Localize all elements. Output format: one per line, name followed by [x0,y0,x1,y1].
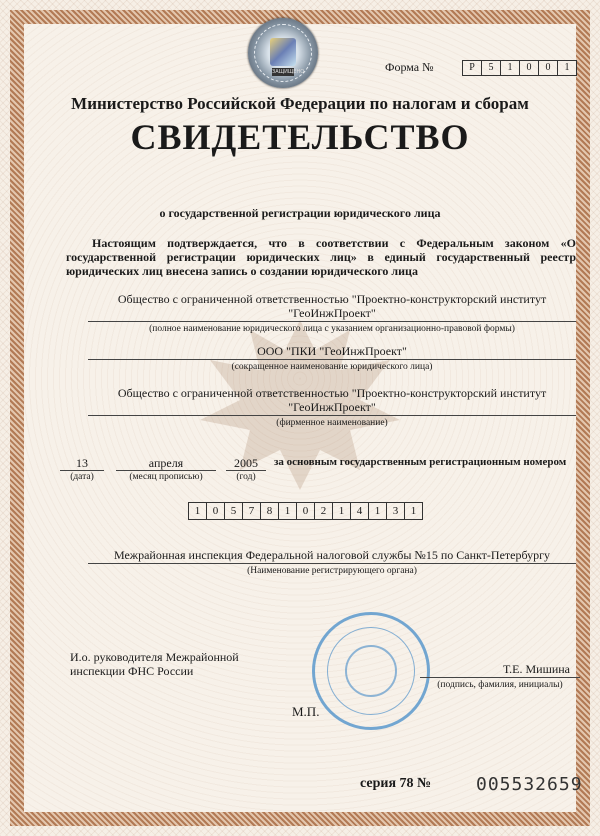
ogrn-digit: 3 [387,503,405,519]
ogrn-digit: 0 [297,503,315,519]
full-name-value [88,292,576,322]
ministry-heading: Министерство Российской Федерации по налогам и сборам [71,94,529,113]
signatory-position-line1: И.о. руководителя Межрайонной [70,650,239,664]
ogrn-digit: 0 [207,503,225,519]
signatory-field [420,662,580,690]
hologram-seal [248,18,318,88]
form-number-label: Форма № [385,60,434,74]
ogrn-digit: 7 [243,503,261,519]
official-stamp [312,612,430,730]
serial-number: 005532659 [476,774,583,795]
document-title: СВИДЕТЕЛЬСТВО [130,117,470,157]
short-name-field [88,344,576,372]
confirmation-paragraph [66,236,576,278]
date-year-caption: (год) [236,472,256,482]
signatory-position [70,650,239,678]
form-code-char: 1 [564,62,570,73]
ogrn-digit: 1 [410,505,417,517]
ogrn-digit: 4 [351,503,369,519]
ogrn-digit: 1 [189,503,207,519]
stamp-place-label: М.П. [292,704,320,719]
date-day-caption: (дата) [70,472,94,482]
ogrn-digit: 2 [315,503,333,519]
authority-caption: (Наименование регистрирующего органа) [247,566,417,576]
ogrn-digit: 1 [369,503,387,519]
firm-name-field [88,386,576,428]
hologram-core [270,38,296,66]
signatory-caption: (подпись, фамилия, инициалы) [437,680,563,690]
firm-name-caption: (фирменное наименование) [276,418,388,428]
date-day-value: 13 [60,456,104,471]
signatory-name: Т.Е. Мишина [420,662,580,678]
date-year-value: 2005 [226,456,266,471]
authority-field [88,548,576,576]
date-day-field [60,456,104,482]
document-subtitle: о государственной регистрации юридического лица [159,206,441,220]
firm-name-value [88,386,576,416]
date-year-field [226,456,266,482]
form-code-char: 1 [501,61,520,75]
signatory-position-line2: инспекции ФНС России [70,664,194,678]
full-name-field [88,292,576,334]
confirmation-text: Настоящим подтверждается, что в соответствии с Федеральным законом «О государственной регистрации юридических лиц» в единый государственный реестр юридических лиц внесена запись о создании юридического лица [66,236,576,278]
firm-name-line2: "ГеоИнжПроект" [288,400,376,414]
ogrn-digit: 1 [333,503,351,519]
form-number-boxes [462,60,577,76]
form-code-char: 5 [482,61,501,75]
registration-number-label: за основным государственным регистрационным номером [274,456,567,468]
full-name-caption: (полное наименование юридического лица с указанием организационно-правовой формы) [149,324,515,334]
form-code-char: Р [463,61,482,75]
form-code-char: 0 [520,61,539,75]
stamp-ring-inner [345,645,397,697]
ogrn-digit: 8 [261,503,279,519]
authority-value: Межрайонная инспекция Федеральной налоговой службы №15 по Санкт-Петербургу [88,548,576,564]
ogrn-digit: 1 [279,503,297,519]
hologram-tag: ЗАЩИЩЕНО [272,69,305,75]
short-name-caption: (сокращенное наименование юридического лица) [231,362,433,372]
firm-name-line1: Общество с ограниченной ответственностью "Проектно-конструкторский институт [117,386,547,400]
date-month-field [116,456,216,482]
ogrn-digit: 5 [225,503,243,519]
date-month-caption: (месяц прописью) [129,472,203,482]
series-label: серия 78 № [360,776,432,791]
form-code-char: 0 [539,61,558,75]
full-name-line2: "ГеоИнжПроект" [288,306,376,320]
date-month-value: апреля [116,456,216,471]
short-name-value: ООО "ПКИ "ГеоИнжПроект" [88,344,576,360]
full-name-line1: Общество с ограниченной ответственностью "Проектно-конструкторский институт [117,292,547,306]
ogrn-boxes [188,502,423,520]
